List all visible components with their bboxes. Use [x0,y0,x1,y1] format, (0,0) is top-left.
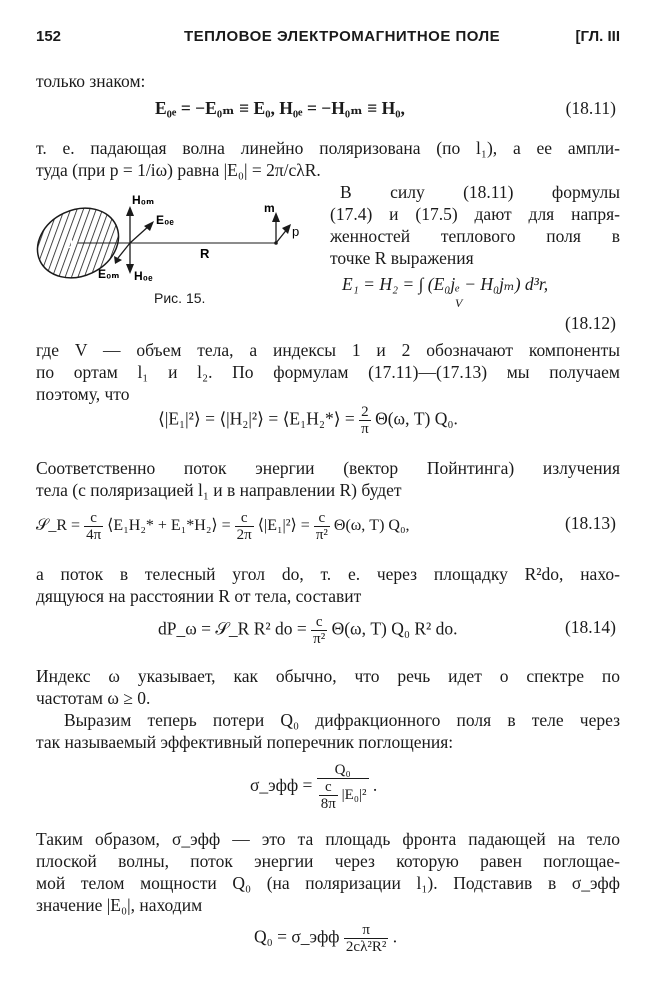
svg-text:E₀ₑ: E₀ₑ [156,213,174,227]
equation-number: (18.11) [565,98,616,118]
svg-text:H₀ₑ: H₀ₑ [134,269,153,283]
svg-text:m: m [264,201,275,215]
equation-18-14: dP_ω = 𝒮_R R² do = $\frac{c}{\text{π²}}$ Θ(ω, T) Q₀ R² do. [158,614,458,647]
text-line: (17.4) и (17.5) дают для напря- [330,204,620,224]
equation-18-13: 𝒮_R = $\frac{c}{4\pi}$ ⟨E₁H₂* + E₁*H₂⟩ = $\frac{c}{2\pi}$ ⟨|E₁|²⟩ = $\frac{c}{\text{π²}}$ Θ(ω, T) Q₀, [36,510,410,543]
text-line: женностей теплового поля в [330,226,620,246]
text-line: Таким образом, σ_эфф — это та площадь фронта падающей на тело [36,829,620,849]
text-line: а поток в телесный угол do, т. е. через площадку R²do, нахо- [36,564,620,584]
equation-number: (18.14) [564,617,616,637]
text-line: тела (с поляризацией l₁ и в направлении R) будет [36,480,402,500]
equation-number: (18.12) [564,313,616,333]
text-line: Соответственно поток энергии (вектор Пойнтинга) излучения [36,458,620,478]
text-line: поэтому, что [36,384,130,404]
text-line: т. е. падающая волна линейно поляризована (по l₁), а ее ампли- [36,138,620,158]
svg-text:0: 0 [66,236,74,251]
page-number: 152 [36,28,62,45]
integral-limit: V [455,296,463,310]
text-line: точке R выражения [330,248,474,268]
svg-text:H₀ₘ: H₀ₘ [132,193,155,207]
equation-number: (18.13) [564,513,616,533]
e-om-arrow [118,243,130,258]
svg-text:R: R [200,246,210,261]
text-line: по ортам l₁ и l₂. По формулам (17.11)—(17.13) мы получаем [36,362,620,382]
figure-caption: Рис. 15. [154,290,206,306]
text-line: плоской волны, поток энергии через которую равен поглощае- [36,851,620,871]
text-line: Индекс ω указывает, как обычно, что речь идет о спектре по [36,666,620,686]
chapter-ref: [ГЛ. III [575,28,620,45]
text-line: дящуюся на расстоянии R от тела, составит [36,586,362,606]
equation-sigma-eff: σ_эфф = Q₀ $\frac{c}{8\pi}$ |E₀|² . [250,762,378,812]
running-header [36,28,620,50]
text-line: частотам ω ≥ 0. [36,688,151,708]
text-line: мой телом мощности Q₀ (на поляризации l₁). Подставив в σ_эфф [36,873,620,893]
text-line: где V — объем тела, а индексы 1 и 2 обозначают компоненты [36,340,620,360]
text-line: В силу (18.11) формулы [340,182,620,202]
equation-unnumbered: ⟨|E₁|²⟩ = ⟨|H₂|²⟩ = ⟨E₁H₂*⟩ = $\frac{2}{\pi}$ Θ(ω, T) Q₀. [158,404,458,437]
text-line: значение |E₀|, находим [36,895,203,915]
svg-text:p: p [292,224,300,239]
svg-text:E₀ₘ: E₀ₘ [98,267,120,281]
text-line: так называемый эффективный поперечник поглощения: [36,732,454,752]
running-title: ТЕПЛОВОЕ ЭЛЕКТРОМАГНИТНОЕ ПОЛЕ [184,28,501,45]
equation-18-12: E₁ = H₂ = ∫ (E₀jₑ − H₀jₘ) d³r, [342,274,549,294]
text-line: туда (при p = 1/iω) равна |E₀| = 2π/cλR. [36,160,321,180]
text-line: Выразим теперь потери Q₀ дифракционного поля в теле через [64,710,620,730]
equation-18-11: E₀ₑ = −E₀ₘ ≡ E₀, H₀ₑ = −H₀ₘ ≡ H₀, [155,98,405,118]
equation-q0: Q₀ = σ_эфф $\frac{\pi}{\text{2cλ²R²}}$ . [254,922,398,955]
text-line: только знаком: [36,71,146,91]
